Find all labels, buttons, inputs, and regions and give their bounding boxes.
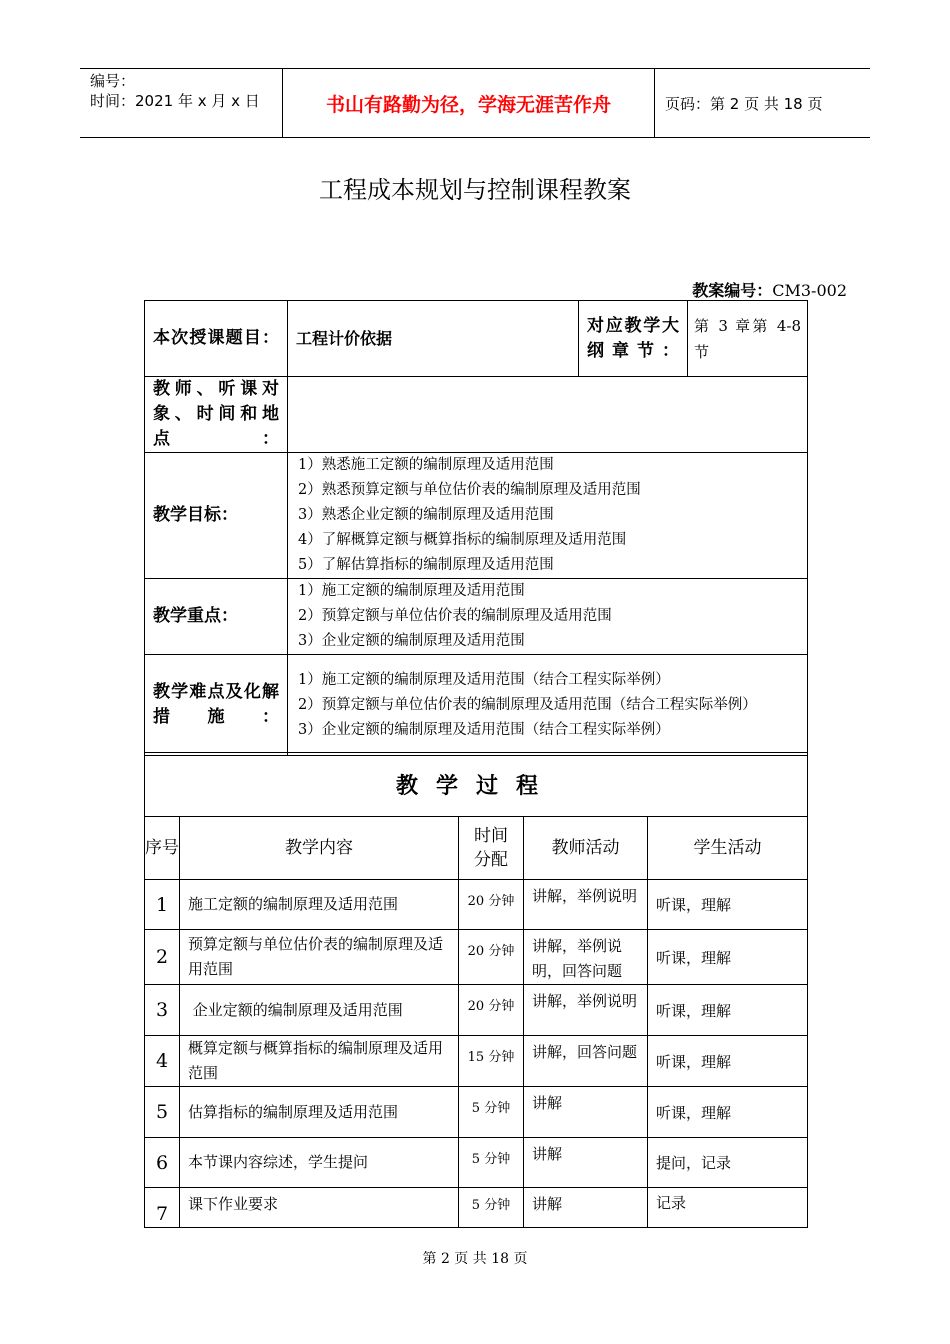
row-student: 听课，理解 [648,930,808,985]
audience-label: 教师、听课对象、时间和地点： [145,377,288,453]
header-content: 教学内容 [180,817,459,880]
page-header [80,68,870,138]
table-row [145,1188,808,1228]
row-content: 施工定额的编制原理及适用范围 [180,880,459,930]
plan-number-label: 教案编号： [692,281,773,300]
row-no: 6 [145,1138,180,1188]
row-time: 5 分钟 [459,1188,524,1228]
key-point-item: 2）预算定额与单位估价表的编制原理及适用范围 [298,608,612,624]
row-student: 听课，理解 [648,1087,808,1138]
process-title-row [145,753,808,817]
document-title: 工程成本规划与控制课程教案 [319,176,631,204]
info-table [144,300,808,756]
row-no: 2 [145,930,180,985]
topic-label: 本次授课题目： [145,301,288,377]
row-teacher: 讲解 [524,1138,648,1188]
row-content: 预算定额与单位估价表的编制原理及适用范围 [180,930,459,985]
process-table [144,752,808,1228]
table-row [145,880,808,930]
table-row [145,1138,808,1188]
row-teacher: 讲解，回答问题 [524,1036,648,1087]
goals-row [145,453,808,579]
row-time: 20 分钟 [459,985,524,1036]
goal-item: 4）了解概算定额与概算指标的编制原理及适用范围 [298,532,627,548]
doc-number-label: 编号： [90,72,136,90]
header-student: 学生活动 [648,817,808,880]
row-no: 7 [145,1188,180,1228]
topic-value: 工程计价依据 [288,301,579,377]
difficulties-list [288,655,808,756]
row-teacher: 讲解 [524,1087,648,1138]
row-content: 估算指标的编制原理及适用范围 [180,1087,459,1138]
difficulty-item: 1）施工定额的编制原理及适用范围（结合工程实际举例） [298,671,670,688]
row-content: 本节课内容综述，学生提问 [180,1138,459,1188]
header-meta [80,69,282,137]
row-teacher: 讲解 [524,1188,648,1228]
row-time: 15 分钟 [459,1036,524,1087]
key-points-list [288,579,808,655]
row-time: 20 分钟 [459,880,524,930]
row-no: 3 [145,985,180,1036]
goal-item: 5）了解估算指标的编制原理及适用范围 [298,557,554,573]
goals-label: 教学目标： [145,453,288,579]
difficulty-item: 3）企业定额的编制原理及适用范围（结合工程实际举例） [298,721,670,738]
key-points-label: 教学重点： [145,579,288,655]
row-time: 20 分钟 [459,930,524,985]
key-point-item: 1）施工定额的编制原理及适用范围 [298,583,525,599]
page-info: 页码：第 2 页 共 18 页 [665,94,823,113]
difficulties-label: 教学难点及化解措施： [145,655,288,756]
row-content: 概算定额与概算指标的编制原理及适用范围 [180,1036,459,1087]
row-no: 5 [145,1087,180,1138]
row-student: 记录 [648,1188,808,1228]
table-row [145,1036,808,1087]
row-no: 4 [145,1036,180,1087]
table-row [145,985,808,1036]
row-content: 企业定额的编制原理及适用范围 [180,985,459,1036]
motto: 书山有路勤为径，学海无涯苦作舟 [282,69,655,137]
process-title: 教学过程 [145,753,808,817]
table-row [145,930,808,985]
row-student: 提问，记录 [648,1138,808,1188]
topic-row [145,301,808,377]
key-point-item: 3）企业定额的编制原理及适用范围 [298,633,525,649]
row-teacher: 讲解，举例说明 [524,880,648,930]
audience-value [288,377,808,453]
header-no: 序号 [145,817,180,880]
plan-number [692,278,847,301]
header-time: 时间分配 [459,817,524,880]
key-points-row [145,579,808,655]
row-teacher: 讲解，举例说明 [524,985,648,1036]
table-row [145,1087,808,1138]
goal-item: 2）熟悉预算定额与单位估价表的编制原理及适用范围 [298,482,641,498]
row-content: 课下作业要求 [180,1188,459,1228]
page-footer: 第 2 页 共 18 页 [422,1251,528,1267]
row-teacher: 讲解，举例说明，回答问题 [524,930,648,985]
row-student: 听课，理解 [648,1036,808,1087]
process-header-row [145,817,808,880]
goals-list [288,453,808,579]
row-student: 听课，理解 [648,880,808,930]
difficulties-row [145,655,808,756]
row-time: 5 分钟 [459,1138,524,1188]
header-teacher: 教师活动 [524,817,648,880]
outline-value: 第 3 章第 4-8 节 [688,301,808,377]
goal-item: 3）熟悉企业定额的编制原理及适用范围 [298,507,554,523]
row-time: 5 分钟 [459,1087,524,1138]
plan-number-value: CM3-002 [772,281,847,300]
row-student: 听课，理解 [648,985,808,1036]
outline-label: 对应教学大纲章节： [579,301,688,377]
date-line: 时间：2021 年 x 月 x 日 [90,92,260,110]
difficulty-item: 2）预算定额与单位估价表的编制原理及适用范围（结合工程实际举例） [298,696,757,713]
row-no: 1 [145,880,180,930]
audience-row [145,377,808,453]
goal-item: 1）熟悉施工定额的编制原理及适用范围 [298,457,554,473]
